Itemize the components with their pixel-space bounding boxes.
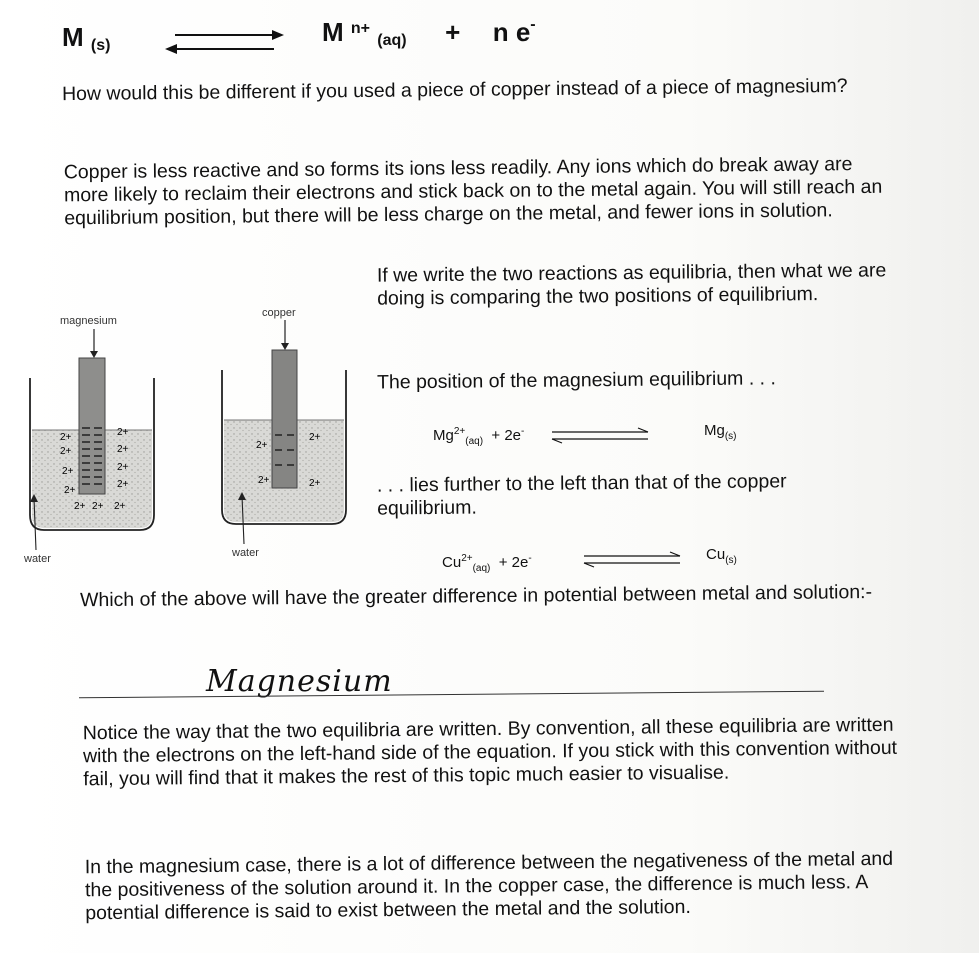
cu-equilibrium-arrows (580, 550, 690, 570)
svg-text:2+: 2+ (117, 479, 129, 490)
question-copper-vs-magnesium: How would this be different if you used a piece of copper instead of a piece of magnesium? (61, 74, 848, 106)
potential-difference-paragraph: In the magnesium case, there is a lot of difference between the negativeness of the metal and the positiveness of the solution around it. In the copper case, the difference is much less. A potential difference is said to exist between the metal and the solution. (84, 847, 894, 925)
svg-text:2+: 2+ (60, 446, 72, 457)
svg-text:2+: 2+ (258, 475, 270, 486)
magnesium-label: magnesium (60, 315, 117, 327)
copper-product: $Cu_{(s)}$ (706, 546, 737, 566)
water-label-left: water (24, 553, 51, 565)
convention-notice-paragraph: Notice the way that the two equilibria are written. By convention, all these equilibria are written with the electrons on the left-hand side of the equation. If you stick with this convention without fail, you will find that it makes the rest of this topic much easier to visualise. (82, 713, 898, 791)
top-equation-reactant: M $_{(s)}$ (62, 22, 111, 54)
magnesium-equilibrium: $Mg^{2+}_{(aq)} + 2e^-$ (433, 426, 525, 447)
svg-text:2+: 2+ (309, 432, 321, 443)
svg-text:2+: 2+ (92, 501, 104, 512)
magnesium-beaker (30, 358, 154, 530)
top-equation-products: M $^{n+}$ $_{(aq)}$ + n e- (322, 16, 536, 49)
lies-further-left-text: . . . lies further to the left than that of the copper equilibrium. (376, 470, 787, 520)
copper-explanation-paragraph: Copper is less reactive and so forms its ions less readily. Any ions which do break away are more likely to reclaim their electrons and stick back on to the metal again. You will still reach an equilibrium position, but there will be less charge on the metal, and fewer ions in solution. (63, 153, 883, 230)
magnesium-product: $Mg_{(s)}$ (704, 422, 737, 442)
copper-equilibrium: $Cu^{2+}_{(aq)} + 2e^-$ (442, 553, 532, 574)
svg-text:2+: 2+ (74, 501, 86, 512)
copper-label: copper (262, 307, 296, 319)
equilibria-intro: If we write the two reactions as equilibria, then what we are doing is comparing the two positions of equilibrium. (376, 259, 887, 310)
svg-text:2+: 2+ (60, 432, 72, 443)
handwritten-answer: Magnesium (206, 664, 393, 699)
svg-text:2+: 2+ (256, 440, 268, 451)
svg-text:2+: 2+ (114, 501, 126, 512)
question-greater-difference: Which of the above will have the greater difference in potential between metal and solution:- (79, 580, 873, 612)
svg-text:2+: 2+ (309, 478, 321, 489)
mg-equilibrium-arrows (548, 425, 658, 447)
svg-text:2+: 2+ (64, 485, 76, 496)
svg-text:2+: 2+ (117, 427, 129, 438)
svg-text:2+: 2+ (62, 466, 74, 477)
svg-text:2+: 2+ (117, 444, 129, 455)
svg-text:2+: 2+ (117, 462, 129, 473)
magnesium-position-text: The position of the magnesium equilibrium . . . (376, 367, 776, 394)
beakers-diagram (22, 300, 362, 568)
water-label-right: water (232, 547, 259, 559)
equilibrium-arrows-top (160, 25, 290, 59)
